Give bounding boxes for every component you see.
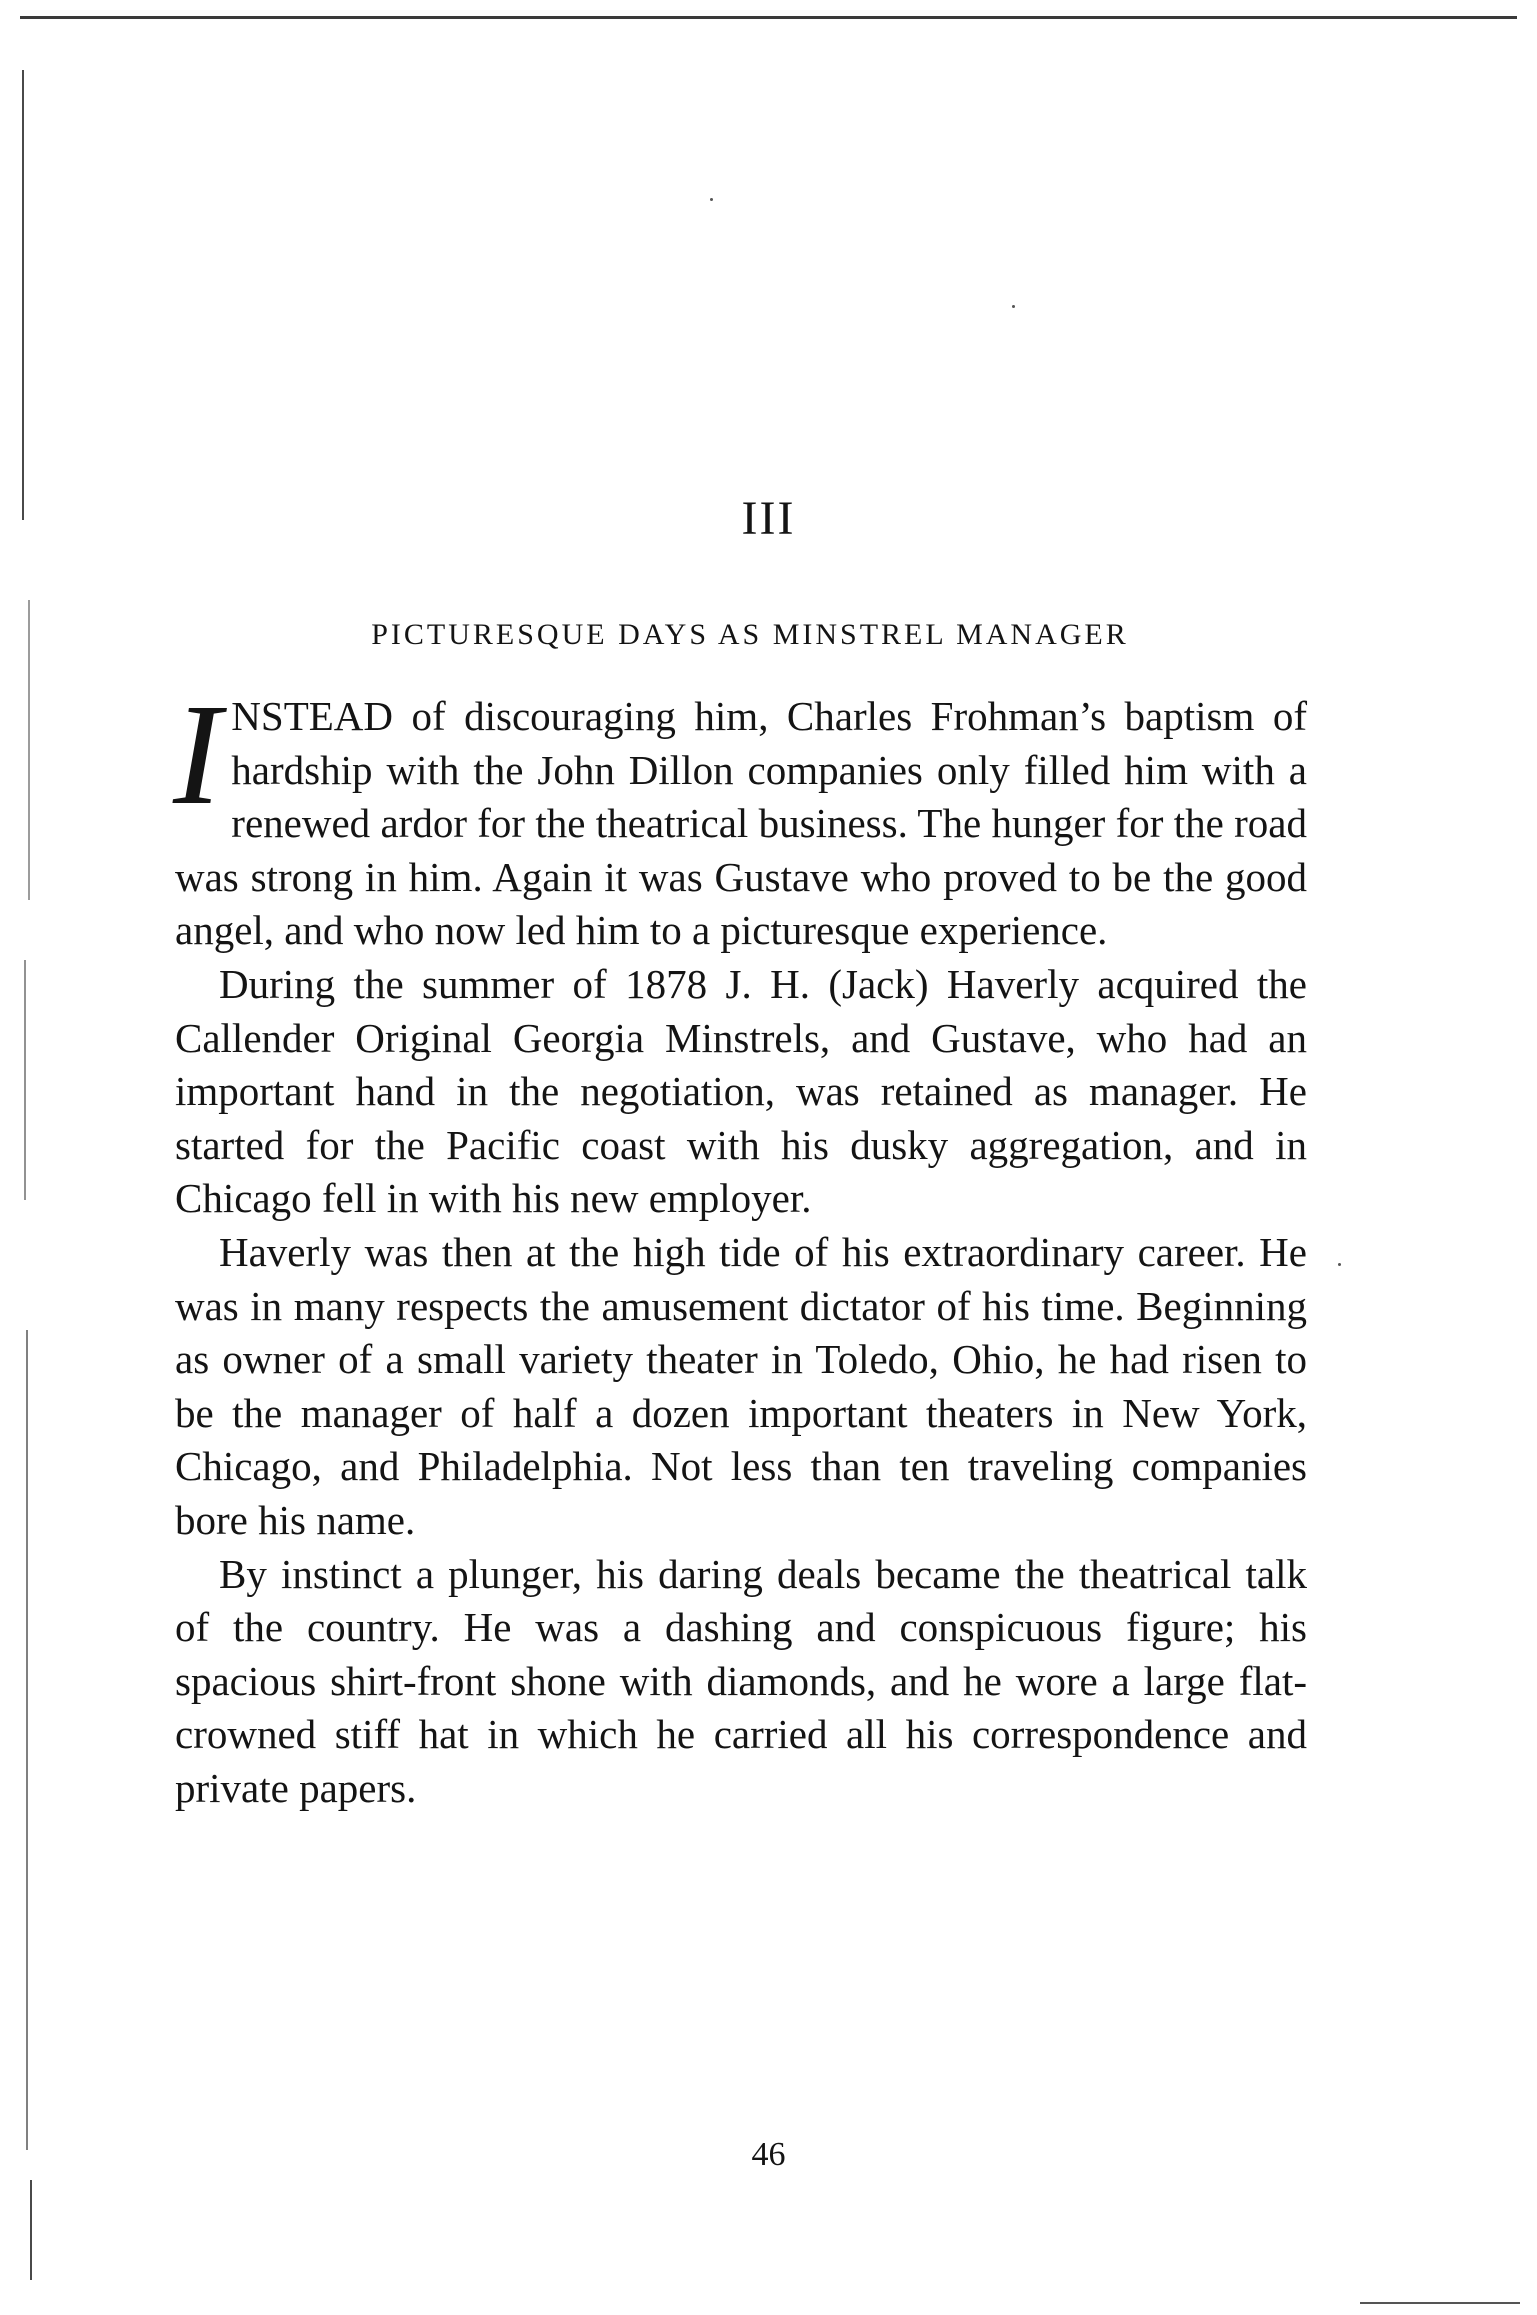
chapter-number: III (741, 492, 796, 545)
scan-edge-line (22, 70, 24, 520)
page-number: 46 (751, 2136, 786, 2173)
scan-edge-line (28, 600, 30, 900)
chapter-title: PICTURESQUE DAYS AS MINSTREL MANAGER (371, 618, 1129, 651)
body-text (173, 675, 1307, 1815)
paragraph-text: NSTEAD of discouraging him, Charles Frohman’s baptism of hardship with the John Dillon companies only filled him with a renewed ardor for the theatrical business. The hunger for the road was strong in him. Again it was Gustave who proved to be the good angel, and who now led him to a picturesque experience. (175, 693, 1307, 954)
scan-speck (710, 198, 713, 201)
scan-top-rule (20, 16, 1517, 19)
paragraph (173, 675, 1307, 958)
scan-speck (1338, 1263, 1341, 1266)
paragraph: Haverly was then at the high tide of his extraordinary career. He was in many respects the amusement dictator of his time. Beginning as owner of a small variety theater in Toledo, Ohio, he had risen to be the manager of half a dozen important theaters in New York, Chicago, and Philadelphia. Not less than ten traveling companies bore his name. (175, 1228, 1307, 1543)
scan-edge-line (24, 960, 26, 1200)
scan-edge-line (26, 1330, 28, 2150)
paragraph: During the summer of 1878 J. H. (Jack) Haverly acquired the Callender Original Georgia Minstrels, and Gustave, who had an important hand in the negotiation, was retained as manager. He started for the Pacific coast with his dusky aggregation, and in Chicago fell in with his new employer. (175, 960, 1307, 1222)
drop-cap: I (173, 675, 222, 835)
paragraph: By instinct a plunger, his daring deals became the theatrical talk of the country. He was a dashing and conspicuous figure; his spacious shirt-front shone with diamonds, and he wore a large flat-crowned stiff hat in which he carried all his correspondence and private papers. (175, 1550, 1307, 1811)
scan-speck (1012, 305, 1015, 308)
scan-bottom-rule (1360, 2302, 1520, 2304)
scan-edge-line (30, 2180, 32, 2280)
